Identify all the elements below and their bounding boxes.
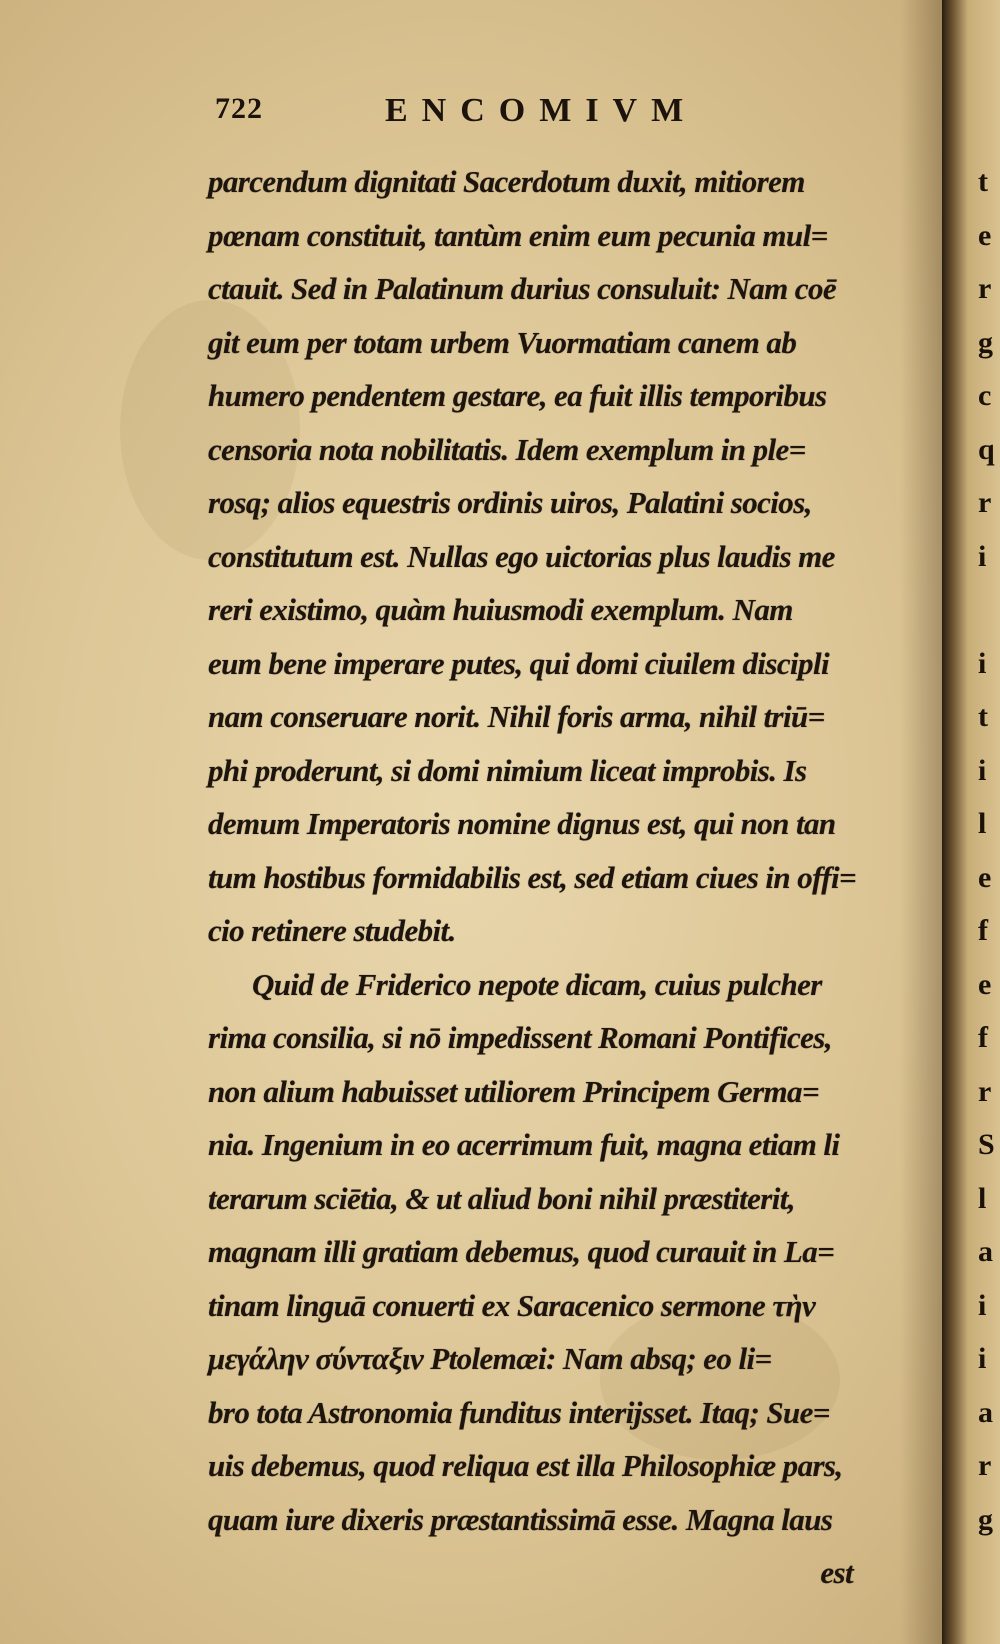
facing-page-letter: r xyxy=(978,272,992,305)
text-line: censoria nota nobilitatis. Idem exemplum in ple= xyxy=(208,431,806,467)
facing-page-letter: r xyxy=(978,1074,992,1108)
facing-page-letter: t xyxy=(978,700,988,733)
page-number: 722 xyxy=(215,92,263,125)
text-line: tinam linguā conuerti ex Saracenico sermone τὴν xyxy=(208,1287,816,1323)
facing-page-letter: r xyxy=(978,486,992,519)
text-line: parcendum dignitati Sacerdotum duxit, mitiorem xyxy=(208,164,805,199)
facing-page-letter: f xyxy=(978,914,988,947)
facing-page-letter: a xyxy=(978,1395,993,1429)
facing-page-letter: i xyxy=(978,646,987,680)
text-line: cio retinere studebit. xyxy=(208,913,456,948)
text-line: ctauit. Sed in Palatinum durius consuluit: Nam coē xyxy=(208,271,837,306)
text-line: nam conseruare norit. Nihil foris arma, nihil triū= xyxy=(208,699,825,734)
text-line: humero pendentem gestare, ea fuit illis temporibus xyxy=(208,378,827,413)
text-line: demum Imperatoris nomine dignus est, qui non tan xyxy=(208,806,836,841)
facing-page-letter: c xyxy=(978,379,992,412)
facing-page-letter: g xyxy=(978,325,993,359)
facing-page-letter: i xyxy=(978,1342,987,1375)
text-line: rima consilia, si nō impedissent Romani Pontifices, xyxy=(208,1020,832,1055)
facing-page-letter: l xyxy=(978,1181,987,1215)
text-line: quam iure dixeris præstantissimā esse. Magna laus xyxy=(208,1501,833,1537)
running-title: ENCOMIVM xyxy=(385,92,698,129)
text-line: μεγάλην σύνταξιν Ptolemæi: Nam absq; eo li= xyxy=(208,1341,772,1376)
text-line: uis debemus, quod reliqua est illa Philosophiæ pars, xyxy=(208,1448,843,1483)
facing-page-letter: i xyxy=(978,539,987,573)
body-text xyxy=(208,155,898,1600)
facing-page-letter: e xyxy=(978,967,992,1001)
text-line: tum hostibus formidabilis est, sed etiam ciues in offi= xyxy=(208,859,857,895)
facing-page-letter: l xyxy=(978,807,987,840)
text-line: constitutum est. Nullas ego uictorias plus laudis me xyxy=(208,538,835,574)
facing-page-letter: i xyxy=(978,1288,987,1322)
facing-page-letter: g xyxy=(978,1502,993,1536)
facing-page-letter: r xyxy=(978,1449,992,1482)
text-line: git eum per totam urbem Vuormatiam canem ab xyxy=(208,324,797,360)
text-line: reri existimo, quàm huiusmodi exemplum. Nam xyxy=(208,592,793,627)
page-header xyxy=(215,92,815,142)
facing-page-letter: a xyxy=(978,1235,993,1268)
text-line: nia. Ingenium in eo acerrimum fuit, magna etiam li xyxy=(208,1127,840,1162)
text-line: rosq; alios equestris ordinis uiros, Palatini socios, xyxy=(208,485,812,520)
text-line: magnam illi gratiam debemus, quod curauit in La= xyxy=(208,1234,835,1269)
text-line: terarum sciētia, & ut aliud boni nihil præstiterit, xyxy=(208,1180,795,1216)
facing-page-letter: S xyxy=(978,1128,995,1161)
text-line: bro tota Astronomia funditus interijsset. Itaq; Sue= xyxy=(208,1394,830,1430)
facing-page-letter: i xyxy=(978,753,987,787)
facing-page-letter: q xyxy=(978,432,995,466)
gutter-shadow xyxy=(900,0,948,1644)
text-line: pœnam constituit, tantùm enim eum pecunia mul= xyxy=(208,217,828,253)
facing-page-letter: t xyxy=(978,165,988,198)
facing-page-letter xyxy=(978,583,1000,637)
catchword: est xyxy=(820,1555,853,1590)
text-line: eum bene imperare putes, qui domi ciuilem discipli xyxy=(208,645,829,681)
paragraph-start-line: Quid de Friderico nepote dicam, cuius pulcher xyxy=(252,966,822,1002)
facing-page-letter: e xyxy=(978,218,992,252)
facing-page-letter: f xyxy=(978,1021,988,1054)
text-line: non alium habuisset utiliorem Principem Germa= xyxy=(208,1073,820,1109)
text-line: phi proderunt, si domi nimium liceat improbis. Is xyxy=(208,752,807,788)
facing-page-letter: e xyxy=(978,860,992,894)
facing-page-margin xyxy=(978,155,1000,1546)
